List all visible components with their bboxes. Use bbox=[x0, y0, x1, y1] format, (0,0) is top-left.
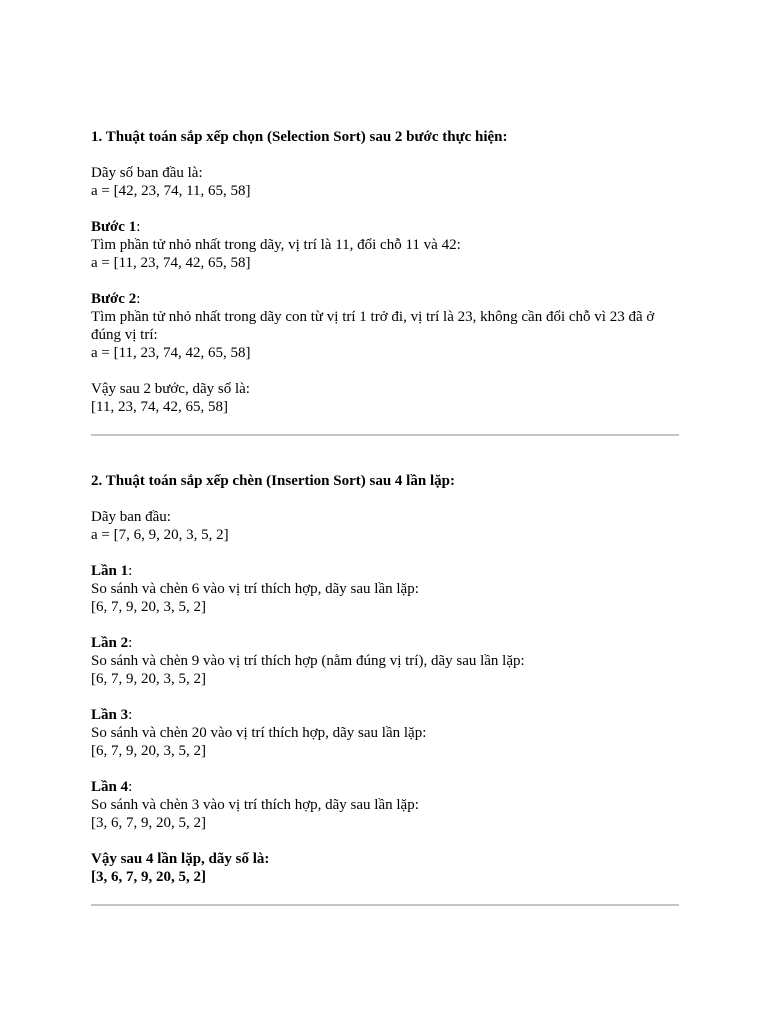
iteration-list bbox=[91, 544, 679, 832]
iteration-label: Lần 4: bbox=[91, 779, 133, 795]
initial-label: Dãy ban đầu: bbox=[91, 509, 171, 525]
iteration-label: Lần 2: bbox=[91, 635, 133, 651]
step-result: a = [11, 23, 74, 42, 65, 58] bbox=[91, 345, 251, 361]
section-heading: 2. Thuật toán sắp xếp chèn (Insertion Sort) sau 4 lần lặp: bbox=[91, 473, 455, 489]
initial-label: Dãy số ban đầu là: bbox=[91, 165, 203, 181]
initial-array: a = [7, 6, 9, 20, 3, 5, 2] bbox=[91, 527, 229, 543]
iteration-result: [3, 6, 7, 9, 20, 5, 2] bbox=[91, 815, 206, 831]
step-label: Bước 1: bbox=[91, 219, 141, 235]
summary-array: [3, 6, 7, 9, 20, 5, 2] bbox=[91, 869, 206, 885]
step-label: Bước 2: bbox=[91, 291, 141, 307]
summary-label: Vậy sau 2 bước, dãy số là: bbox=[91, 381, 250, 397]
summary-array: [11, 23, 74, 42, 65, 58] bbox=[91, 399, 228, 415]
summary-label: Vậy sau 4 lần lặp, dãy số là: bbox=[91, 851, 270, 867]
iteration-description: So sánh và chèn 6 vào vị trí thích hợp, dãy sau lần lặp: bbox=[91, 581, 419, 597]
section-heading: 1. Thuật toán sắp xếp chọn (Selection Sort) sau 2 bước thực hiện: bbox=[91, 129, 508, 145]
iteration-description: So sánh và chèn 20 vào vị trí thích hợp, dãy sau lần lặp: bbox=[91, 725, 427, 741]
iteration-item bbox=[91, 544, 679, 616]
iteration-description: So sánh và chèn 9 vào vị trí thích hợp (nằm đúng vị trí), dãy sau lần lặp: bbox=[91, 653, 525, 669]
iteration-label: Lần 1: bbox=[91, 563, 133, 579]
iteration-result: [6, 7, 9, 20, 3, 5, 2] bbox=[91, 671, 206, 687]
iteration-item bbox=[91, 760, 679, 832]
iteration-result: [6, 7, 9, 20, 3, 5, 2] bbox=[91, 743, 206, 759]
section-selection-sort bbox=[91, 128, 679, 416]
horizontal-divider bbox=[91, 904, 679, 906]
iteration-item bbox=[91, 688, 679, 760]
step-result: a = [11, 23, 74, 42, 65, 58] bbox=[91, 255, 251, 271]
document-content bbox=[91, 128, 679, 906]
step-description: Tìm phần tử nhỏ nhất trong dãy, vị trí là 11, đổi chỗ 11 và 42: bbox=[91, 237, 461, 253]
section-insertion-sort bbox=[91, 472, 679, 886]
initial-array: a = [42, 23, 74, 11, 65, 58] bbox=[91, 183, 251, 199]
iteration-item bbox=[91, 616, 679, 688]
iteration-description: So sánh và chèn 3 vào vị trí thích hợp, dãy sau lần lặp: bbox=[91, 797, 419, 813]
iteration-result: [6, 7, 9, 20, 3, 5, 2] bbox=[91, 599, 206, 615]
iteration-label: Lần 3: bbox=[91, 707, 133, 723]
step-description: Tìm phần tử nhỏ nhất trong dãy con từ vị trí 1 trở đi, vị trí là 23, không cần đổi chỗ vì 23 đã ở đúng vị trí: bbox=[91, 309, 655, 343]
